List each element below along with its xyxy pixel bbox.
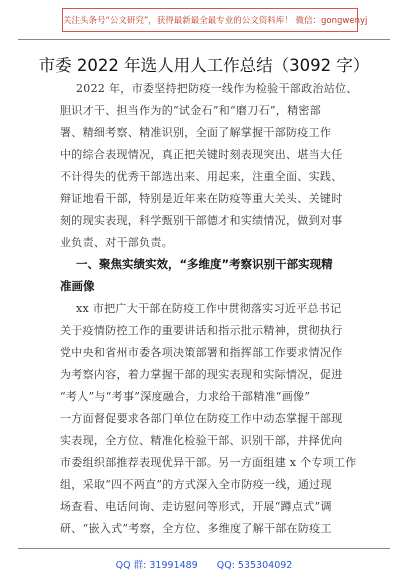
paragraph-line: 胆识才干、担当作为的“试金石”和“磨刀石”，精密部 (60, 104, 321, 117)
footer-divider (18, 548, 390, 549)
footer-qq-group: QQ 群: 31991489 (115, 560, 198, 571)
paragraph-line: 辩证地看干部，特别是近年来在防疫等重大关头、关键时 (60, 192, 343, 205)
paragraph-line: 业负责、对干部负责。 (60, 236, 173, 249)
banner-text: 关注头条号“公文研究”，获得最新最全最专业的公文资料库！ 微信：gongwenyj (63, 16, 368, 26)
footer (0, 557, 408, 571)
paragraph-line: 2022 年，市委坚持把防疫一线作为检验干部政治站位、 (76, 82, 358, 95)
paragraph-line: 关于疫情防控工作的重要讲话和指示批示精神，贯彻执行 (60, 324, 343, 337)
paragraph-line: 不计得失的优秀干部选出来、用起来，注重全面、实践、 (60, 170, 343, 183)
header-banner (62, 8, 368, 32)
paragraph-line: xx 市把广大干部在防疫工作中贯彻落实习近平总书记 (76, 302, 342, 315)
paragraph-line: 一方面督促要求各部门单位在防疫工作中动态掌握干部现 (60, 412, 343, 425)
paragraph-line: 刻的现实表现，科学甄别干部德才和实绩情况，做到对事 (60, 214, 343, 227)
paragraph-line: 市委组织部推荐表现优异干部。另一方面组建 x 个专项工作 (60, 456, 357, 469)
paragraph-line: 党中央和省州市委各项决策部署和指挥部工作要求情况作 (60, 346, 343, 359)
paragraph-line: “考人”与“考事”深度融合，力求给干部精准“画像” (60, 390, 311, 403)
paragraph-line: 中的综合表现情况，真正把关键时刻表现突出、堪当大任 (60, 148, 343, 161)
document-title: 市委 2022 年选人用人工作总结（3092 字） (38, 56, 370, 75)
section-heading: 准画像 (60, 279, 95, 293)
paragraph-line: 署、精细考察、精准识别，全面了解掌握干部防疫工作 (60, 126, 332, 139)
header-divider (18, 39, 390, 40)
paragraph-line: 组，采取“四不两直”的方式深入全市防疫一线，通过现 (60, 478, 332, 491)
paragraph-line: 实表现，全方位、精准化检验干部、识别干部，并择优向 (60, 434, 343, 447)
paragraph-line: 研、“嵌入式”考察，全方位、多维度了解干部在防疫工 (60, 522, 332, 535)
section-heading: 一、聚焦实绩实效，“多维度”考察识别干部实现精 (76, 257, 333, 271)
paragraph-line: 场查看、电话问询、走访慰问等形式，开展“蹲点式”调 (60, 500, 332, 513)
footer-qq: QQ: 535304092 (216, 560, 293, 571)
paragraph-line: 为考察内容，着力掌握干部的现实表现和实际情况，促进 (60, 368, 343, 381)
